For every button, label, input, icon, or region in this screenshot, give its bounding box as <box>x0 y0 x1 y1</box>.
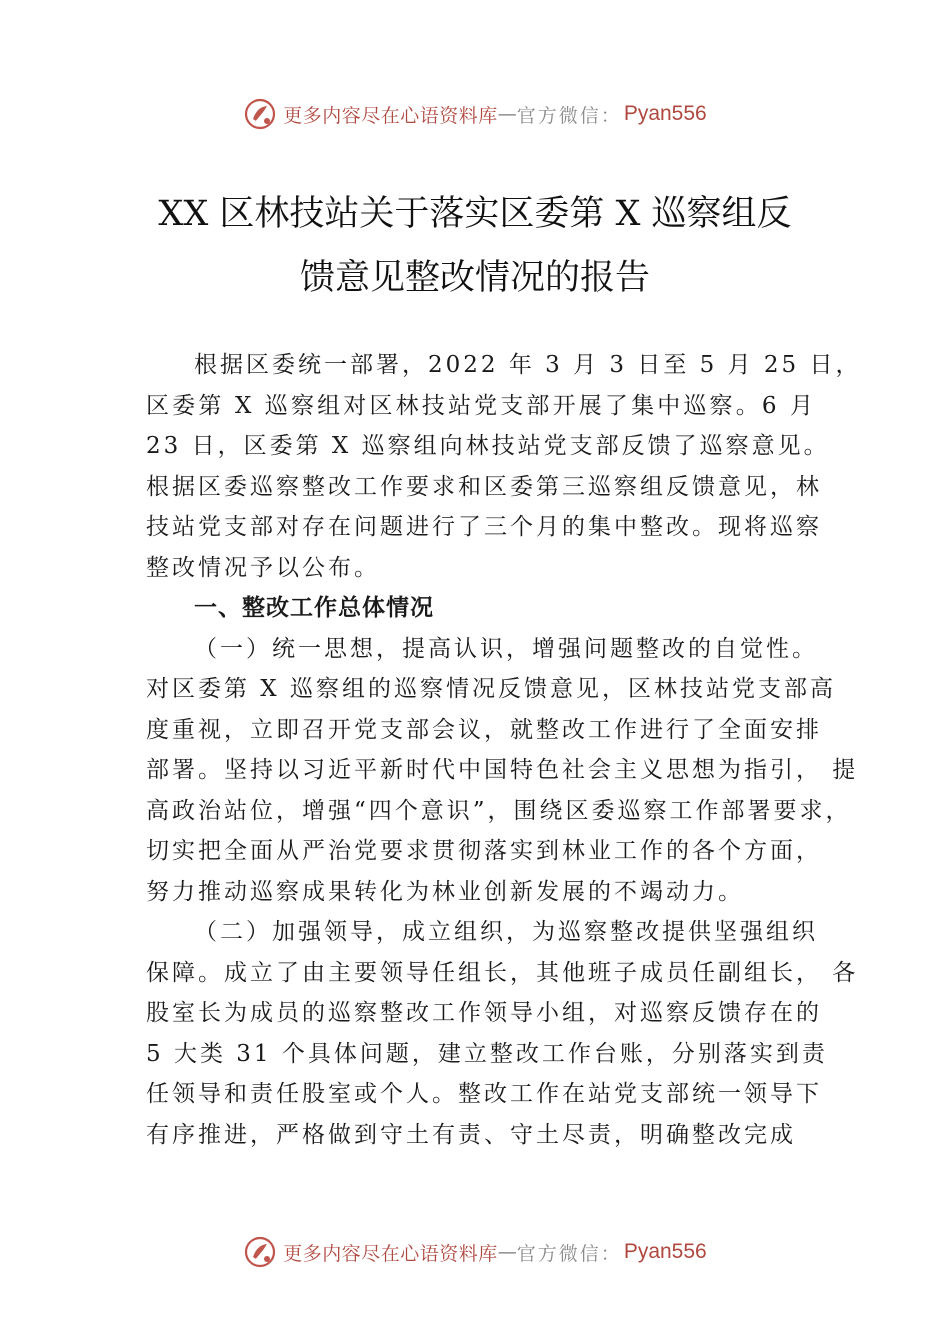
banner-wechat-id: Pyan556 <box>623 102 707 125</box>
banner-main-text: 更多内容尽在心语资料库 <box>283 1242 498 1265</box>
paragraph-line: 根据区委巡察整改工作要求和区委第三巡察组反馈意见，林 <box>146 473 822 500</box>
paragraph-line: 有序推进，严格做到守土有责、守土尽责，明确整改完成 <box>146 1121 796 1148</box>
document-title-line-2: 馈意见整改情况的报告 <box>299 258 650 298</box>
paragraph-line: 高政治站位，增强“四个意识”，围绕区委巡察工作部署要求， <box>146 797 852 824</box>
paragraph-line: 任领导和责任股室或个人。整改工作在站党支部统一领导下 <box>146 1081 822 1107</box>
watermark-banner-bottom <box>0 1232 950 1272</box>
section-heading: 一、整改工作总体情况 <box>194 595 434 621</box>
banner-label: 官方微信： <box>516 104 622 127</box>
paragraph-line: （一）统一思想，提高认识，增强问题整改的自觉性。 <box>194 635 818 662</box>
logo-icon <box>243 1235 277 1269</box>
paragraph-line: 部署。坚持以习近平新时代中国特色社会主义思想为指引， 提 <box>146 757 859 783</box>
paragraph-line: 度重视，立即召开党支部会议，就整改工作进行了全面安排 <box>146 716 822 743</box>
paragraph-line: （二）加强领导，成立组织，为巡察整改提供坚强组织 <box>194 919 818 945</box>
banner-separator: — <box>497 103 517 125</box>
paragraph-line: 区委第 X 巡察组对区林技站党支部开展了集中巡察。6 月 <box>146 392 816 419</box>
banner-label: 官方微信： <box>516 1242 622 1265</box>
paragraph-line: 技站党支部对存在问题进行了三个月的集中整改。现将巡察 <box>146 514 822 540</box>
paragraph-line: 努力推动巡察成果转化为林业创新发展的不竭动力。 <box>146 878 744 905</box>
banner-wechat-id: Pyan556 <box>623 1240 707 1263</box>
document-body <box>146 345 862 1155</box>
paragraph-line: 5 大类 31 个具体问题，建立整改工作台账，分别落实到责 <box>146 1040 828 1067</box>
paragraph-line: 股室长为成员的巡察整改工作领导小组，对巡察反馈存在的 <box>146 1000 822 1026</box>
banner-separator: — <box>497 1241 517 1263</box>
paragraph-line: 23 日，区委第 X 巡察组向林技站党支部反馈了巡察意见。 <box>146 433 830 459</box>
paragraph-line: 对区委第 X 巡察组的巡察情况反馈意见，区林技站党支部高 <box>146 676 836 702</box>
paragraph-line: 切实把全面从严治党要求贯彻落实到林业工作的各个方面， <box>146 838 822 864</box>
logo-icon <box>243 97 277 131</box>
watermark-banner-top <box>0 94 950 134</box>
paragraph-line: 整改情况予以公布。 <box>146 554 380 581</box>
paragraph-line: 保障。成立了由主要领导任组长，其他班子成员任副组长， 各 <box>146 959 859 986</box>
paragraph-line: 根据区委统一部署，2022 年 3 月 3 日至 5 月 25 日， <box>194 352 862 378</box>
document-title-line-1: XX 区林技站关于落实区委第 X 巡察组反 <box>158 194 792 234</box>
banner-main-text: 更多内容尽在心语资料库 <box>283 104 498 127</box>
